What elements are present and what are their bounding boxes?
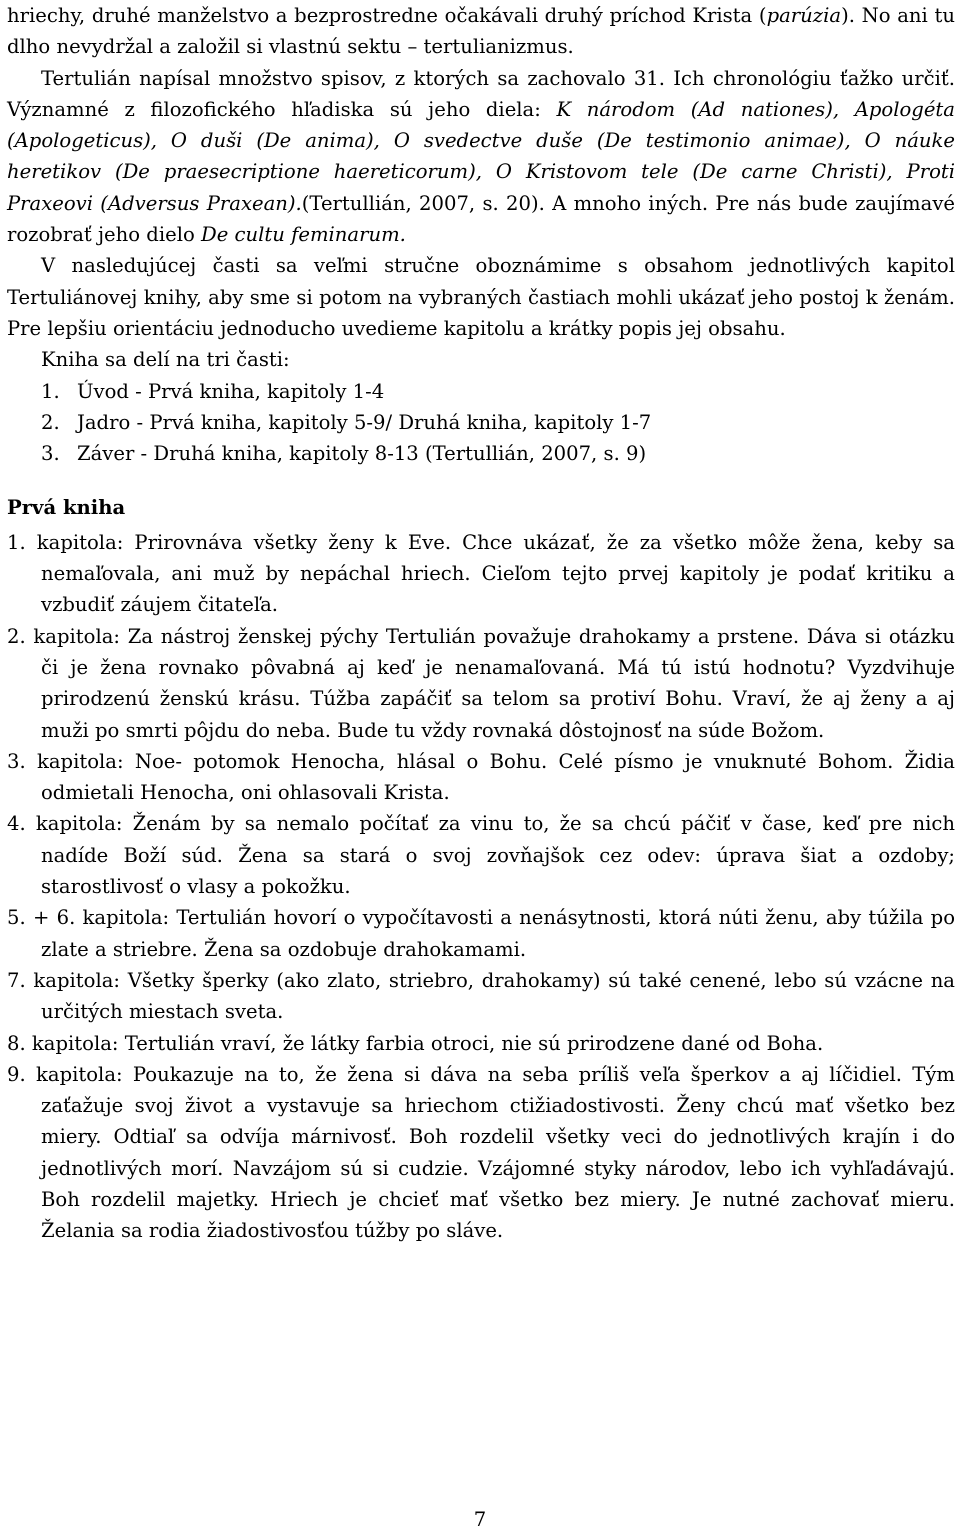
section-heading: Prvá kniha bbox=[7, 496, 126, 520]
italic-term: parúzia bbox=[766, 4, 842, 27]
chapter-item: 2. kapitola: Za nástroj ženskej pýchy Tertulián považuje drahokamy a prstene. Dáva si otázku či je žena rovnako pôvabná aj keď je nenamaľovaná. Má tú istú hodnotu? Vyzdvihuje prirodzenú ženskú krásu. Túžba zapáčiť sa telom sa protiví Bohu. Vraví, že aj ženy a aj muži po smrti pôjdu do neba. Bude tu vždy rovnaká dôstojnosť na súde Božom. bbox=[7, 624, 955, 742]
page-number: 7 bbox=[473, 1508, 487, 1531]
chapter-item: 4. kapitola: Ženám by sa nemalo počítať za vinu to, že sa chcú páčiť v čase, keď pre nich nadíde Boží súd. Žena sa stará o svoj zovňajšok cez odev: úprava šiat a ozdoby; starostlivosť o vlasy a pokožku. bbox=[7, 812, 955, 899]
list-item: 2. Jadro - Prvá kniha, kapitoly 5-9/ Druhá kniha, kapitoly 1-7 bbox=[41, 410, 652, 434]
chapter-item: 3. kapitola: Noe- potomok Henocha, hlásal o Bohu. Celé písmo je vnuknuté Bohom. Židia odmietali Henocha, oni ohlasovali Krista. bbox=[7, 749, 955, 805]
chapter-item: 7. kapitola: Všetky šperky (ako zlato, striebro, drahokamy) sú také cenené, lebo sú vzácne na určitých miestach sveta. bbox=[7, 968, 955, 1024]
italic-works-list: K národom (Ad nationes), Apologéta (Apologeticus), O duši (De anima), O svedectve duše (De testimonio animae), O náuke heretikov (De praesecriptione haereticorum), O Kristovom tele (De carne Christi), Proti Praxeovi (Adversus Praxean). bbox=[7, 97, 955, 215]
list-item: 3. Záver - Druhá kniha, kapitoly 8-13 (Tertullián, 2007, s. 9) bbox=[41, 442, 647, 466]
division-label: Kniha sa delí na tri časti: bbox=[41, 348, 290, 372]
list-item: 1. Úvod - Prvá kniha, kapitoly 1-4 bbox=[41, 379, 385, 403]
paragraph-intro-3: V nasledujúcej časti sa veľmi stručne oboznámime s obsahom jednotlivých kapitol Tertuliánovej knihy, aby sme si potom na vybraných častiach mohli ukázať jeho postoj k ženám. Pre lepšiu orientáciu jednoducho uvedieme kapitolu a krátky popis jej obsahu. bbox=[7, 254, 955, 340]
chapter-list bbox=[7, 527, 955, 1247]
paragraph-intro-1: hriechy, druhé manželstvo a bezprostredne očakávali druhý príchod Krista (parúzia). No ani tu dlho nevydržal a založil si vlastnú sektu – tertulianizmus. bbox=[7, 4, 956, 59]
chapter-item: 8. kapitola: Tertulián vraví, že látky farbia otroci, nie sú prirodzene dané od Boha. bbox=[7, 1031, 824, 1055]
chapter-item: 5. + 6. kapitola: Tertulián hovorí o vypočítavosti a nenásytnosti, ktorá núti ženu, aby túžila po zlate a striebre. Žena sa ozdobuje drahokamami. bbox=[7, 906, 955, 961]
paragraph-intro-2: Tertulián napísal množstvo spisov, z ktorých sa zachovalo 31. Ich chronológiu ťažko určiť. Významné z filozofického hľadiska sú jeho diela: K národom (Ad nationes), Apologéta (Apologeticus), O duši (De anima), O svedectve duše (De testimonio animae), O náuke heretikov (De praesecriptione haereticorum), O Kristovom tele (De carne Christi), Proti Praxeovi (Adversus Praxean).(Tertullián, 2007, s. 20). A mnoho iných. Pre nás bude zaujímavé rozobrať jeho dielo De cultu feminarum. bbox=[7, 66, 955, 247]
italic-work-title: De cultu feminarum. bbox=[201, 223, 406, 247]
chapter-item: 1. kapitola: Prirovnáva všetky ženy k Eve. Chce ukázať, že za všetko môže žena, keby sa nemaľovala, ani muž by nepáchal hriech. Cieľom tejto prvej kapitoly je podať kritiku a vzbudiť záujem čitateľa. bbox=[7, 530, 955, 617]
parts-list bbox=[7, 376, 955, 470]
document-page bbox=[7, 0, 955, 1247]
chapter-item: 9. kapitola: Poukazuje na to, že žena si dáva na seba príliš veľa šperkov a aj líčidiel. Tým zaťažuje svoj život a vystavuje sa hriechom ctižiadostivosti. Ženy chcú mať všetko bez miery. Odtiaľ sa odvíja márnivosť. Boh rozdelil všetky veci do jednotlivých krajín i do jednotlivých morí. Navzájom sú si cudzie. Vzájomné styky národov, lebo ich vyhľadávajú. Boh rozdelil majetky. Hriech je chcieť mať všetko bez miery. Je nutné zachovať mieru. Želania sa rodia žiadostivosťou túžby po sláve. bbox=[7, 1062, 955, 1243]
